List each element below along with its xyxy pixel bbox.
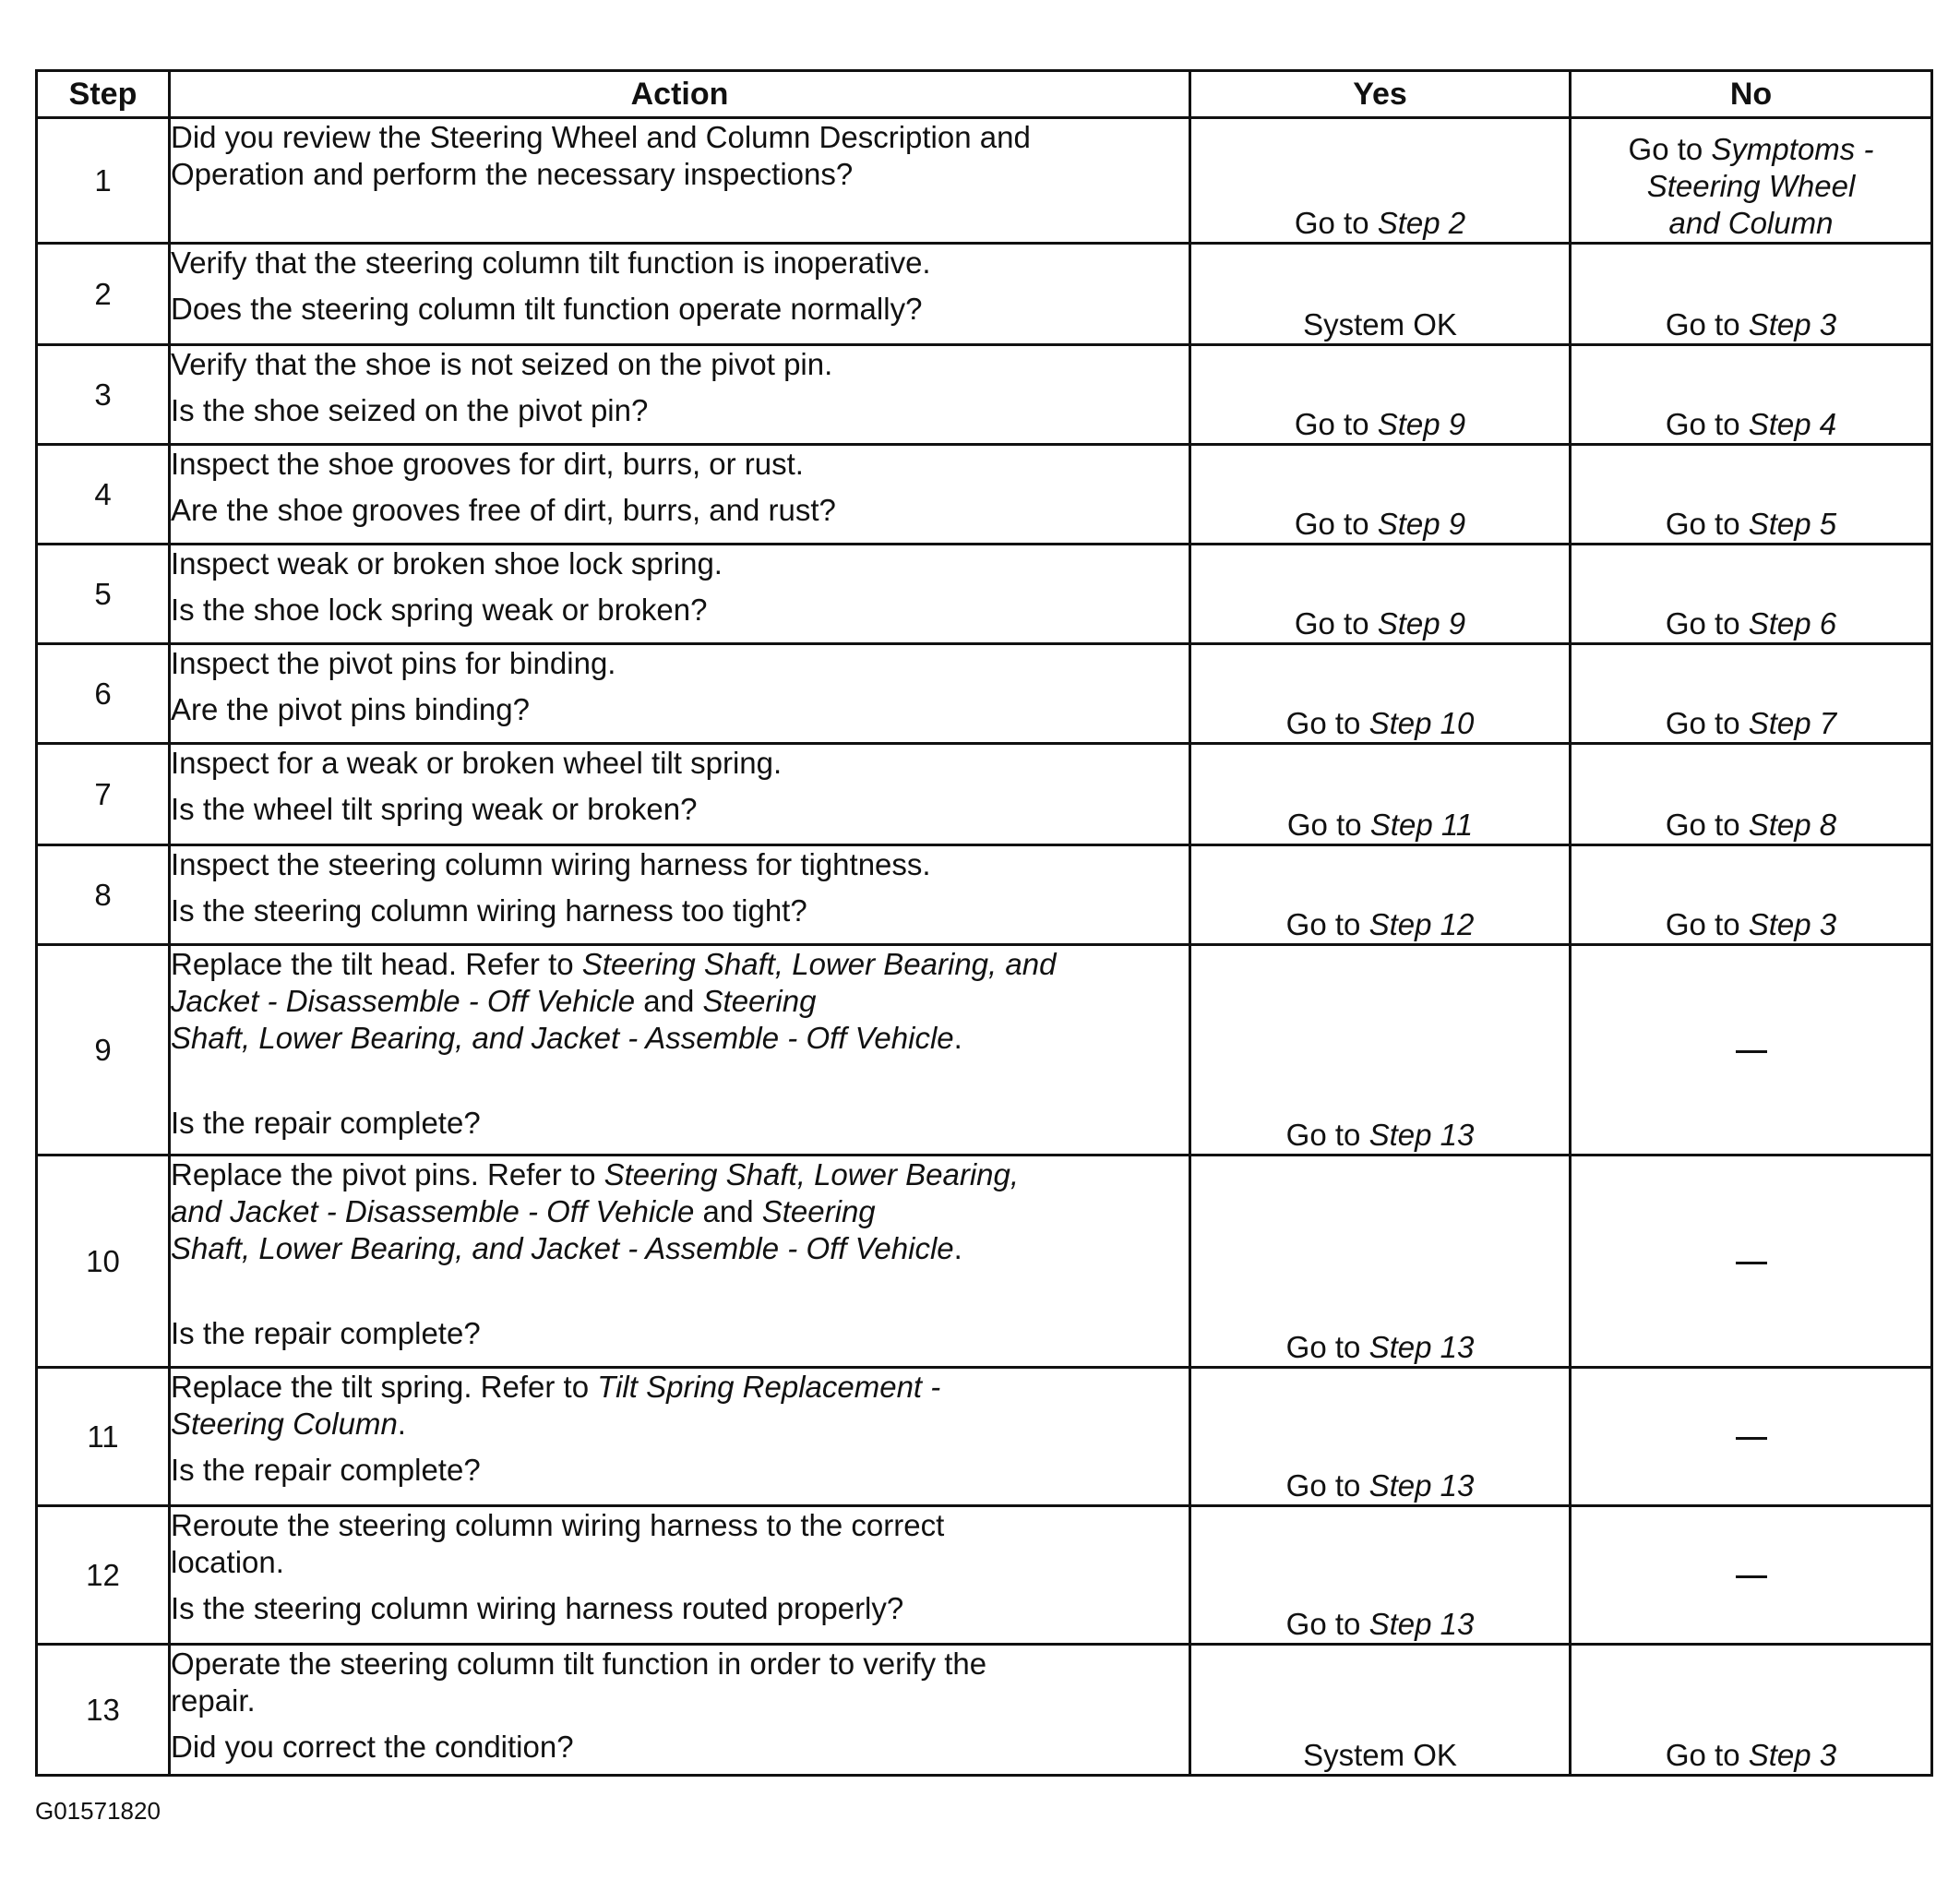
action-text: . — [397, 1407, 406, 1441]
no-cell — [1571, 1645, 1932, 1776]
no-cell — [1571, 744, 1932, 845]
action-text: . — [953, 1021, 962, 1055]
no-prefix: Go to — [1665, 307, 1749, 341]
yes-cell — [1190, 1645, 1571, 1776]
action-text: . — [953, 1231, 962, 1265]
action-text: and — [694, 1194, 762, 1228]
reference-text: Steering Shaft, Lower Bearing, and — [581, 947, 1057, 981]
no-cell — [1571, 545, 1932, 644]
action-line: Operation and perform the necessary inspections? — [171, 157, 854, 191]
diagnostic-table — [35, 69, 1933, 1777]
yes-prefix: Go to — [1285, 1607, 1369, 1641]
table-row — [37, 1506, 1932, 1645]
table-row — [37, 1368, 1932, 1506]
action-cell — [170, 1645, 1190, 1776]
no-step-ref: Step 3 — [1748, 1738, 1837, 1772]
yes-step-ref: Step 9 — [1377, 507, 1466, 541]
no-cell — [1571, 445, 1932, 545]
no-step-ref: Step 4 — [1748, 407, 1837, 441]
no-cell — [1571, 1506, 1932, 1645]
no-step-ref: Step 3 — [1748, 307, 1837, 341]
no-cell — [1571, 345, 1932, 445]
action-question: Is the repair complete? — [171, 1453, 481, 1487]
reference-text: Steering Column — [171, 1407, 398, 1441]
step-number: 5 — [37, 545, 170, 644]
action-question: Is the repair complete? — [171, 1316, 481, 1350]
action-line — [171, 1682, 1189, 1719]
yes-prefix: Go to — [1285, 1118, 1369, 1152]
step-number: 1 — [37, 118, 170, 244]
action-text: Replace the tilt head. Refer to — [171, 947, 582, 981]
action-cell — [170, 1506, 1190, 1645]
step-number: 2 — [37, 244, 170, 345]
yes-cell — [1190, 945, 1571, 1156]
no-line — [1572, 131, 1930, 168]
action-line: Does the steering column tilt function operate normally? — [171, 292, 923, 326]
action-cell — [170, 845, 1190, 945]
yes-prefix: Go to — [1285, 706, 1369, 740]
action-cell — [170, 1368, 1190, 1506]
no-prefix: Go to — [1665, 808, 1749, 842]
dash-mark — [1736, 1437, 1767, 1440]
no-prefix: Go to — [1628, 132, 1712, 166]
step-number: 4 — [37, 445, 170, 545]
no-step-ref: Step 6 — [1748, 606, 1837, 641]
yes-cell — [1190, 545, 1571, 644]
no-cell — [1571, 118, 1932, 244]
dash-mark — [1736, 1262, 1767, 1264]
yes-cell — [1190, 118, 1571, 244]
action-text: Replace the tilt spring. Refer to — [171, 1370, 598, 1404]
step-number: 10 — [37, 1156, 170, 1368]
no-line — [1572, 205, 1930, 242]
action-text: Replace the pivot pins. Refer to — [171, 1157, 604, 1191]
action-line — [171, 1507, 1189, 1544]
reference-text: Steering — [702, 984, 817, 1018]
yes-prefix: Go to — [1286, 808, 1370, 842]
action-cell — [170, 445, 1190, 545]
no-step-ref: Steering Wheel — [1646, 169, 1856, 203]
action-line — [171, 946, 1189, 983]
yes-cell — [1190, 845, 1571, 945]
table-row — [37, 345, 1932, 445]
action-line: Inspect weak or broken shoe lock spring. — [171, 546, 723, 581]
action-line: Is the wheel tilt spring weak or broken? — [171, 792, 698, 826]
no-cell — [1571, 644, 1932, 744]
no-prefix: Go to — [1665, 507, 1749, 541]
dash-mark — [1736, 1575, 1767, 1578]
yes-cell — [1190, 1506, 1571, 1645]
no-prefix: Go to — [1665, 907, 1749, 941]
action-line: Is the steering column wiring harness too tight? — [171, 893, 807, 928]
action-line — [171, 1406, 1189, 1443]
action-cell — [170, 744, 1190, 845]
action-line: Are the shoe grooves free of dirt, burrs, and rust? — [171, 493, 836, 527]
no-cell — [1571, 1368, 1932, 1506]
yes-step-ref: Step 9 — [1377, 407, 1466, 441]
no-step-ref: Step 8 — [1748, 808, 1837, 842]
yes-cell — [1190, 744, 1571, 845]
yes-prefix: Go to — [1294, 606, 1378, 641]
action-line — [171, 1156, 1189, 1193]
no-cell — [1571, 945, 1932, 1156]
action-cell — [170, 644, 1190, 744]
yes-step-ref: Step 13 — [1368, 1607, 1475, 1641]
yes-cell — [1190, 1368, 1571, 1506]
table-row — [37, 1645, 1932, 1776]
action-line: Inspect the shoe grooves for dirt, burrs, or rust. — [171, 447, 804, 481]
action-line — [171, 1020, 1189, 1057]
table-row — [37, 945, 1932, 1156]
action-line: Verify that the steering column tilt function is inoperative. — [171, 245, 931, 280]
yes-step-ref: Step 10 — [1368, 706, 1475, 740]
yes-prefix: System OK — [1303, 307, 1457, 341]
dash-mark — [1736, 1050, 1767, 1053]
no-line — [1572, 168, 1930, 205]
yes-prefix: Go to — [1294, 407, 1378, 441]
header-step: Step — [37, 71, 170, 118]
action-line — [171, 983, 1189, 1020]
action-question: Is the repair complete? — [171, 1106, 481, 1140]
no-prefix: Go to — [1665, 407, 1749, 441]
table-row — [37, 845, 1932, 945]
action-line: Is the shoe lock spring weak or broken? — [171, 593, 708, 627]
figure-id: G01571820 — [35, 1797, 161, 1825]
table-row — [37, 744, 1932, 845]
yes-cell — [1190, 1156, 1571, 1368]
no-step-ref: Step 7 — [1748, 706, 1837, 740]
step-number: 8 — [37, 845, 170, 945]
action-line — [171, 1230, 1189, 1267]
yes-prefix: Go to — [1285, 1468, 1369, 1503]
step-number: 7 — [37, 744, 170, 845]
no-prefix: Go to — [1665, 706, 1749, 740]
table-row — [37, 118, 1932, 244]
yes-step-ref: Step 13 — [1368, 1468, 1475, 1503]
header-action: Action — [170, 71, 1190, 118]
no-step-ref: and Column — [1668, 206, 1834, 240]
header-yes: Yes — [1190, 71, 1571, 118]
action-cell — [170, 118, 1190, 244]
reference-text: Jacket - Disassemble - Off Vehicle — [171, 984, 636, 1018]
no-step-ref: Step 3 — [1748, 907, 1837, 941]
step-number: 9 — [37, 945, 170, 1156]
action-line: Inspect for a weak or broken wheel tilt spring. — [171, 746, 783, 780]
action-cell — [170, 244, 1190, 345]
yes-prefix: Go to — [1285, 907, 1369, 941]
no-prefix: Go to — [1665, 606, 1749, 641]
yes-step-ref: Step 9 — [1377, 606, 1466, 641]
action-cell — [170, 945, 1190, 1156]
yes-step-ref: Step 2 — [1377, 206, 1466, 240]
action-line: Is the shoe seized on the pivot pin? — [171, 393, 649, 427]
action-question: Did you correct the condition? — [171, 1730, 574, 1764]
table-body — [37, 118, 1932, 1776]
reference-text: Steering — [761, 1194, 876, 1228]
table-row — [37, 1156, 1932, 1368]
action-text: Operate the steering column tilt function in order to verify the — [171, 1646, 987, 1681]
reference-text: Shaft, Lower Bearing, and Jacket - Assemble - Off Vehicle — [171, 1021, 954, 1055]
action-line: Verify that the shoe is not seized on the pivot pin. — [171, 347, 833, 381]
action-cell — [170, 545, 1190, 644]
yes-cell — [1190, 345, 1571, 445]
table-row — [37, 545, 1932, 644]
header-row — [37, 71, 1932, 118]
step-number: 13 — [37, 1645, 170, 1776]
table-row — [37, 644, 1932, 744]
action-line: Did you review the Steering Wheel and Column Description and — [171, 120, 1031, 154]
table-row — [37, 244, 1932, 345]
action-text: repair. — [171, 1683, 256, 1718]
step-number: 12 — [37, 1506, 170, 1645]
action-line — [171, 1544, 1189, 1581]
action-cell — [170, 1156, 1190, 1368]
no-prefix: Go to — [1665, 1738, 1749, 1772]
yes-prefix: Go to — [1285, 1330, 1369, 1364]
step-number: 6 — [37, 644, 170, 744]
action-cell — [170, 345, 1190, 445]
action-text: location. — [171, 1545, 284, 1579]
yes-prefix: Go to — [1294, 206, 1378, 240]
action-line: Are the pivot pins binding? — [171, 692, 530, 726]
no-cell — [1571, 244, 1932, 345]
yes-step-ref: Step 12 — [1368, 907, 1475, 941]
yes-cell — [1190, 644, 1571, 744]
step-number: 11 — [37, 1368, 170, 1506]
action-line: Inspect the pivot pins for binding. — [171, 646, 616, 680]
action-text: and — [635, 984, 703, 1018]
action-line — [171, 1369, 1189, 1406]
yes-prefix: System OK — [1303, 1738, 1457, 1772]
yes-prefix: Go to — [1294, 507, 1378, 541]
action-line — [171, 1646, 1189, 1682]
table-row — [37, 445, 1932, 545]
yes-cell — [1190, 445, 1571, 545]
no-cell — [1571, 1156, 1932, 1368]
action-text: Reroute the steering column wiring harness to the correct — [171, 1508, 945, 1542]
no-cell — [1571, 845, 1932, 945]
reference-text: Tilt Spring Replacement - — [597, 1370, 941, 1404]
yes-step-ref: Step 11 — [1369, 808, 1474, 842]
no-step-ref: Symptoms - — [1711, 132, 1874, 166]
no-step-ref: Step 5 — [1748, 507, 1837, 541]
reference-text: and Jacket - Disassemble - Off Vehicle — [171, 1194, 695, 1228]
action-question: Is the steering column wiring harness routed properly? — [171, 1591, 904, 1625]
yes-cell — [1190, 244, 1571, 345]
reference-text: Steering Shaft, Lower Bearing, — [604, 1157, 1020, 1191]
reference-text: Shaft, Lower Bearing, and Jacket - Assemble - Off Vehicle — [171, 1231, 954, 1265]
yes-step-ref: Step 13 — [1368, 1330, 1475, 1364]
header-no: No — [1571, 71, 1932, 118]
action-line: Inspect the steering column wiring harness for tightness. — [171, 847, 931, 881]
yes-step-ref: Step 13 — [1368, 1118, 1475, 1152]
action-line — [171, 1193, 1189, 1230]
step-number: 3 — [37, 345, 170, 445]
